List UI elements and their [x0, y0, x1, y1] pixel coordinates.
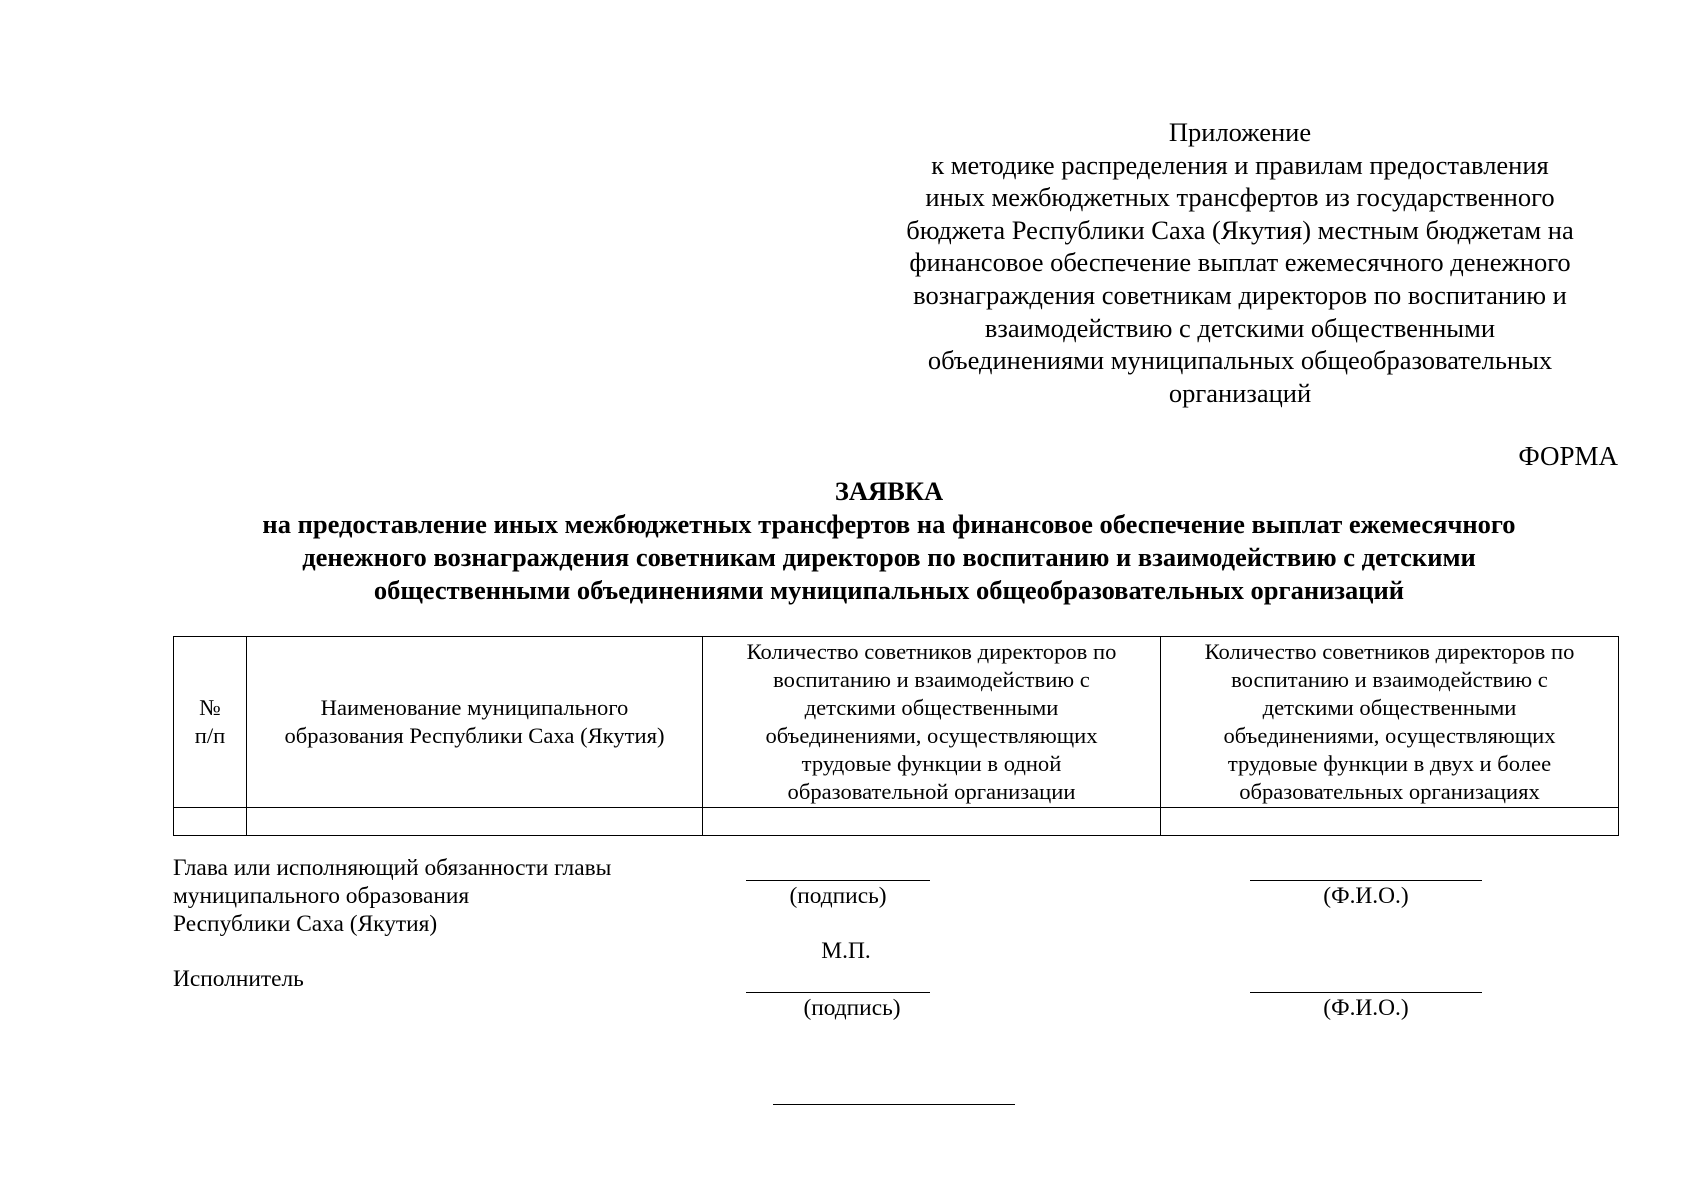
- appendix-line: вознаграждения советникам директоров по воспитанию и: [913, 279, 1567, 310]
- head-fio-line: [1250, 880, 1482, 881]
- appendix-line: финансовое обеспечение выплат ежемесячного денежного: [909, 247, 1571, 278]
- stamp-place: М.П.: [821, 938, 871, 964]
- table-cell: [703, 808, 1161, 836]
- header-count-multi-org: Количество советников директоров по воспитанию и взаимодействию с детскими общественными объединениями, осуществляющих трудовые функции в двух и более образовательных организациях: [1161, 637, 1619, 808]
- header-num: № п/п: [174, 637, 247, 808]
- header-count-one-org: Количество советников директоров по воспитанию и взаимодействию с детскими общественными объединениями, осуществляющих трудовые функции в одной образовательной организации: [703, 637, 1161, 808]
- title-line: денежного вознаграждения советникам директоров по воспитанию и взаимодействию с детскими: [302, 542, 1476, 572]
- title-line: на предоставление иных межбюджетных трансфертов на финансовое обеспечение выплат ежемесячного: [262, 509, 1516, 539]
- appendix-line: объединениями муниципальных общеобразовательных: [927, 345, 1553, 376]
- appendix-line: к методике распределения и правилам предоставления: [931, 149, 1549, 180]
- closing-separator-line: [773, 1104, 1015, 1105]
- head-signature-line: [746, 880, 930, 881]
- executor-fio-line: [1250, 992, 1482, 993]
- title-heading: ЗАЯВКА: [834, 476, 944, 506]
- table-cell: [174, 808, 247, 836]
- table-header-row: [174, 637, 1619, 808]
- document-title: [160, 475, 1618, 607]
- appendix-line: бюджета Республики Саха (Якутия) местным бюджетам на: [906, 214, 1574, 245]
- head-fio-caption: (Ф.И.О.): [1323, 883, 1409, 909]
- executor-signature-line: [746, 992, 930, 993]
- title-line: общественными объединениями муниципальных общеобразовательных организаций: [373, 575, 1405, 605]
- request-table: [173, 636, 1619, 836]
- header-municipality-name: Наименование муниципального образования Республики Саха (Якутия): [247, 637, 703, 808]
- appendix-line: организаций: [1168, 377, 1312, 408]
- executor-fio-caption: (Ф.И.О.): [1323, 995, 1409, 1021]
- head-label: Глава или исполняющий обязанности главы муниципального образования Республики Саха (Якутия): [173, 855, 612, 937]
- head-signature-caption: (подпись): [789, 883, 887, 909]
- appendix-line: взаимодействию с детскими общественными: [984, 312, 1496, 343]
- executor-label: Исполнитель: [173, 966, 304, 992]
- table-cell: [1161, 808, 1619, 836]
- table-cell: [247, 808, 703, 836]
- appendix-line: иных межбюджетных трансфертов из государственного: [925, 182, 1555, 213]
- appendix-line: Приложение: [1168, 117, 1312, 147]
- appendix-note: [880, 116, 1600, 409]
- executor-signature-caption: (подпись): [803, 995, 901, 1021]
- form-label: ФОРМА: [1518, 441, 1618, 471]
- table-row: [174, 808, 1619, 836]
